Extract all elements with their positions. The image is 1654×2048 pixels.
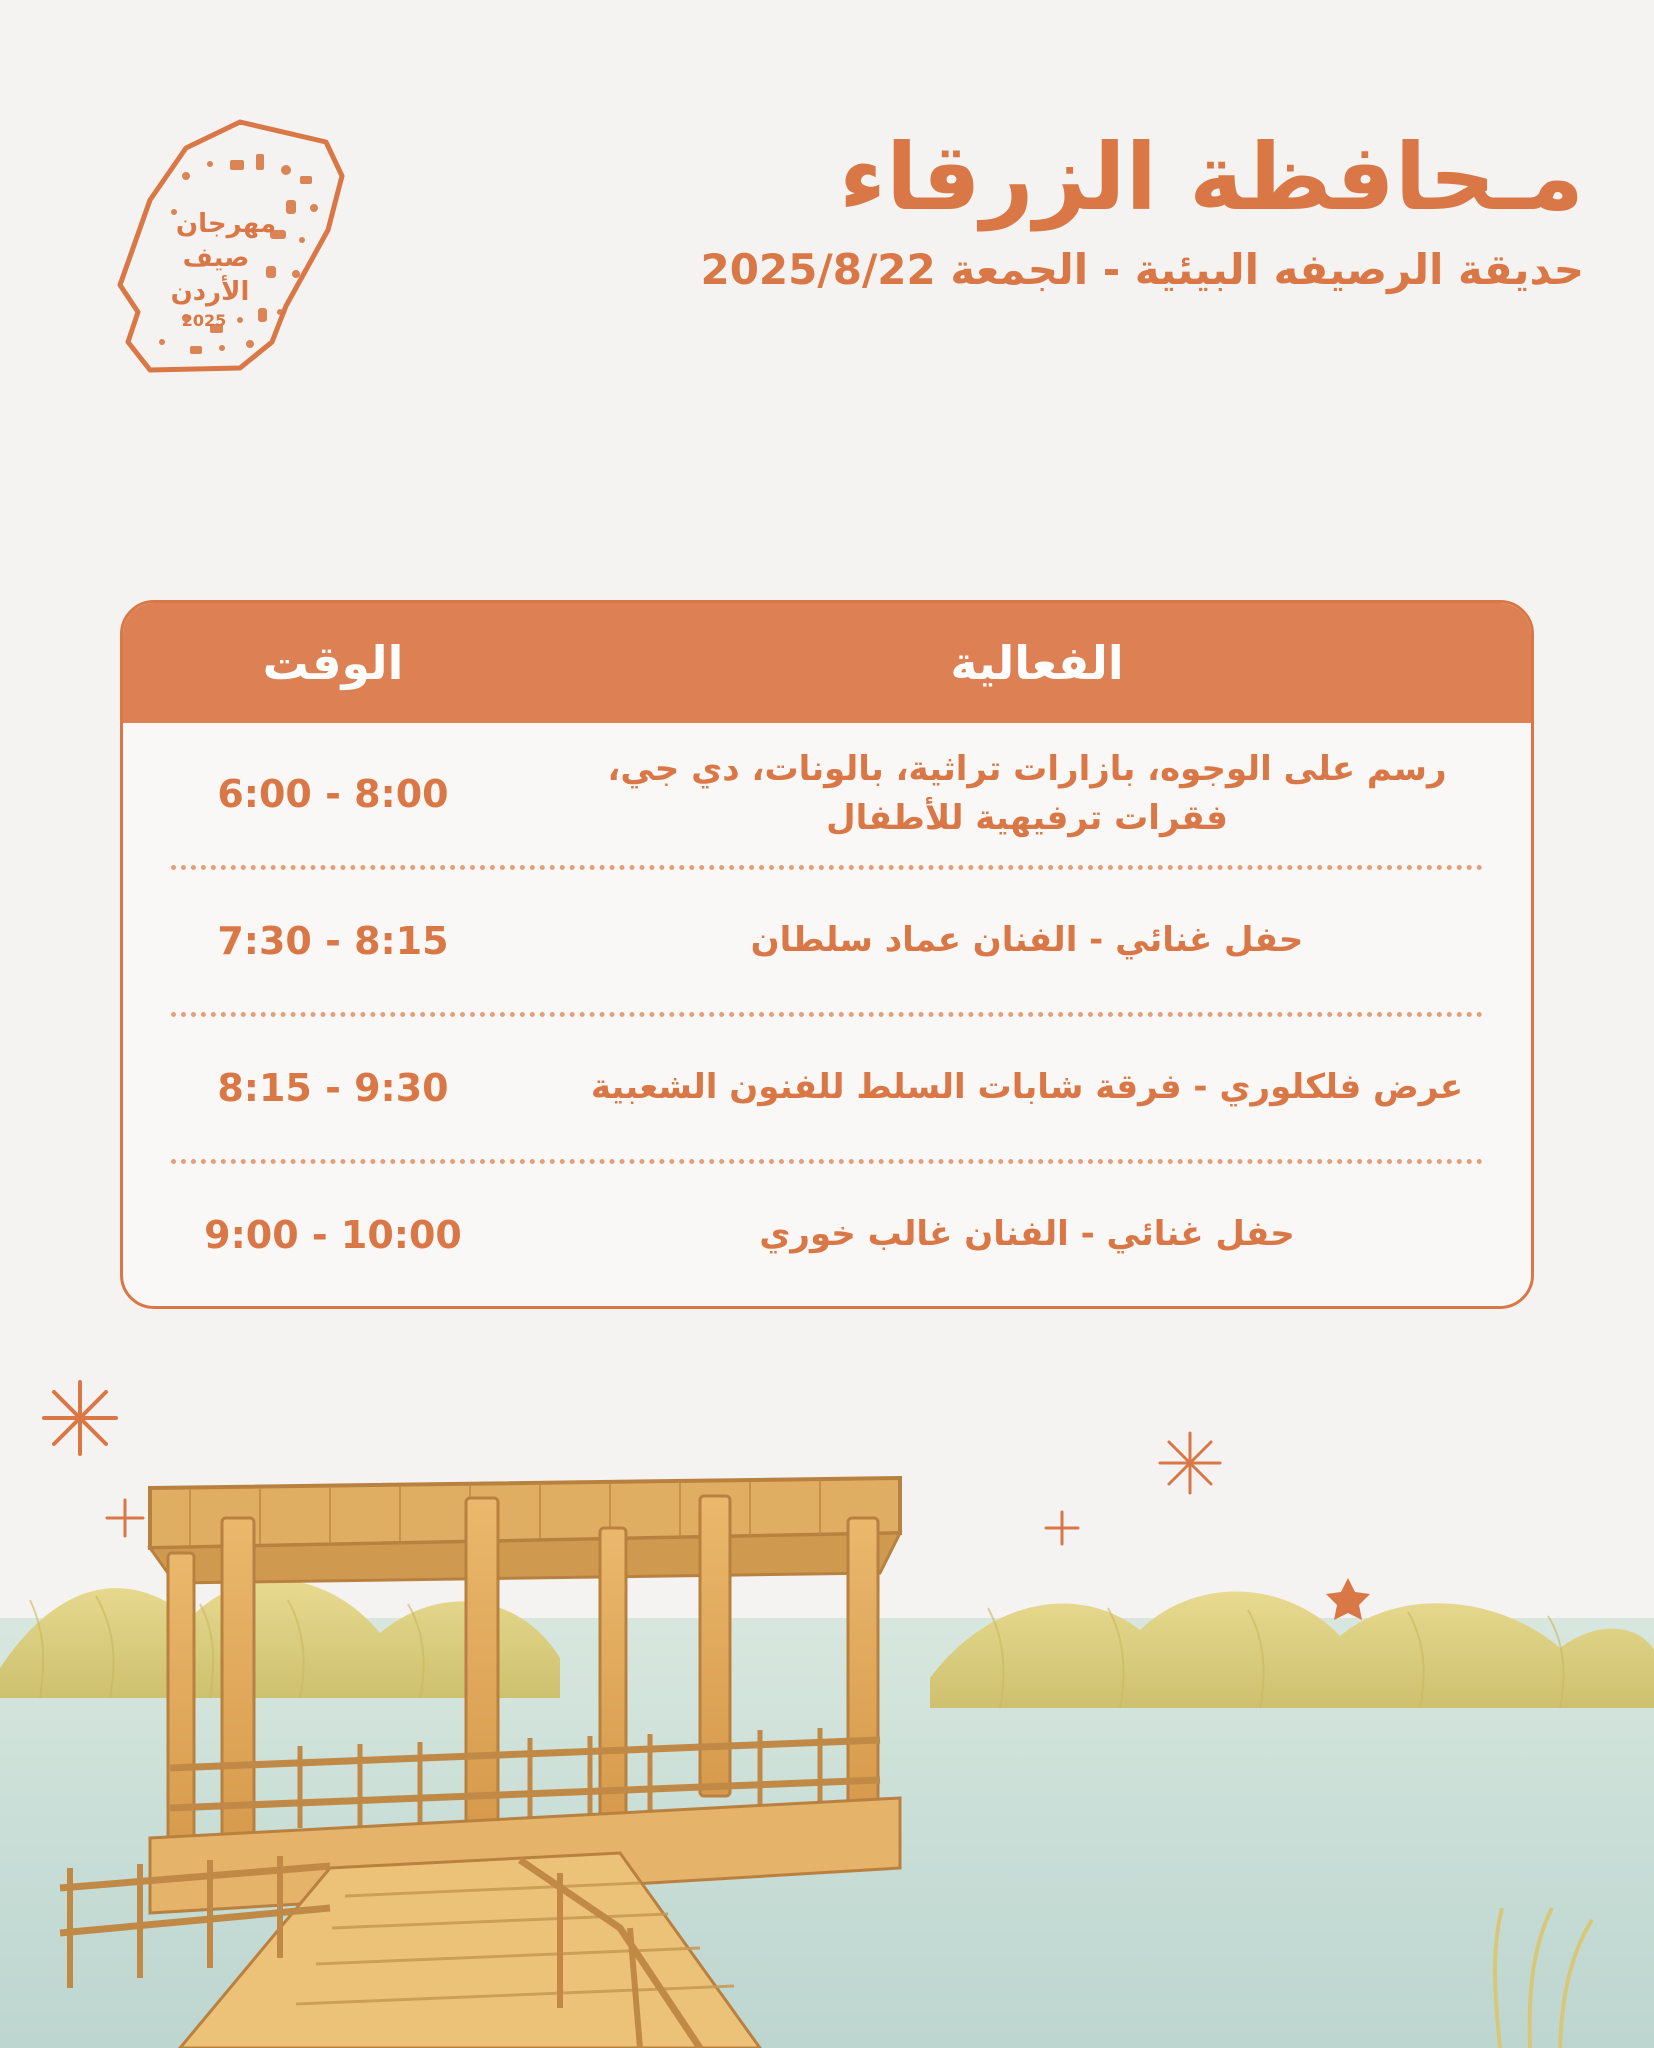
schedule-header-row [123,603,1531,723]
logo-line3: الأردن [170,277,250,307]
festival-logo [90,80,360,380]
column-header-activity: الفعالية [950,636,1124,690]
row-time: 9:00 - 10:00 [204,1213,462,1257]
column-header-time: الوقت [262,636,404,690]
row-activity: حفل غنائي - الفنان غالب خوري [759,1214,1295,1255]
schedule-card [120,600,1534,1309]
row-activity: حفل غنائي - الفنان عماد سلطان [750,920,1304,961]
illustration [0,1368,1654,2048]
table-row [123,870,1531,1012]
table-row [123,723,1531,865]
logo-line2: صيف [182,243,250,273]
row-activity: رسم على الوجوه، بازارات تراثية، بالونات، دي جي، فقرات ترفيهية للأطفال [607,748,1447,838]
row-time: 6:00 - 8:00 [217,772,449,816]
table-row [123,1017,1531,1159]
row-time: 7:30 - 8:15 [217,919,449,963]
logo-line1: مهرجان [175,209,277,239]
row-time: 8:15 - 9:30 [217,1066,449,1110]
title-block [700,60,1584,294]
poster-header [0,60,1654,390]
logo-year: 2025 [181,311,227,330]
table-row [123,1164,1531,1306]
page-title: مـحافظة الزرقاء [838,124,1584,231]
page-subtitle: حديقة الرصيفه البيئية - الجمعة 2025/8/22 [700,244,1584,294]
row-activity: عرض فلكلوري - فرقة شابات السلط للفنون الشعبية [590,1067,1464,1108]
